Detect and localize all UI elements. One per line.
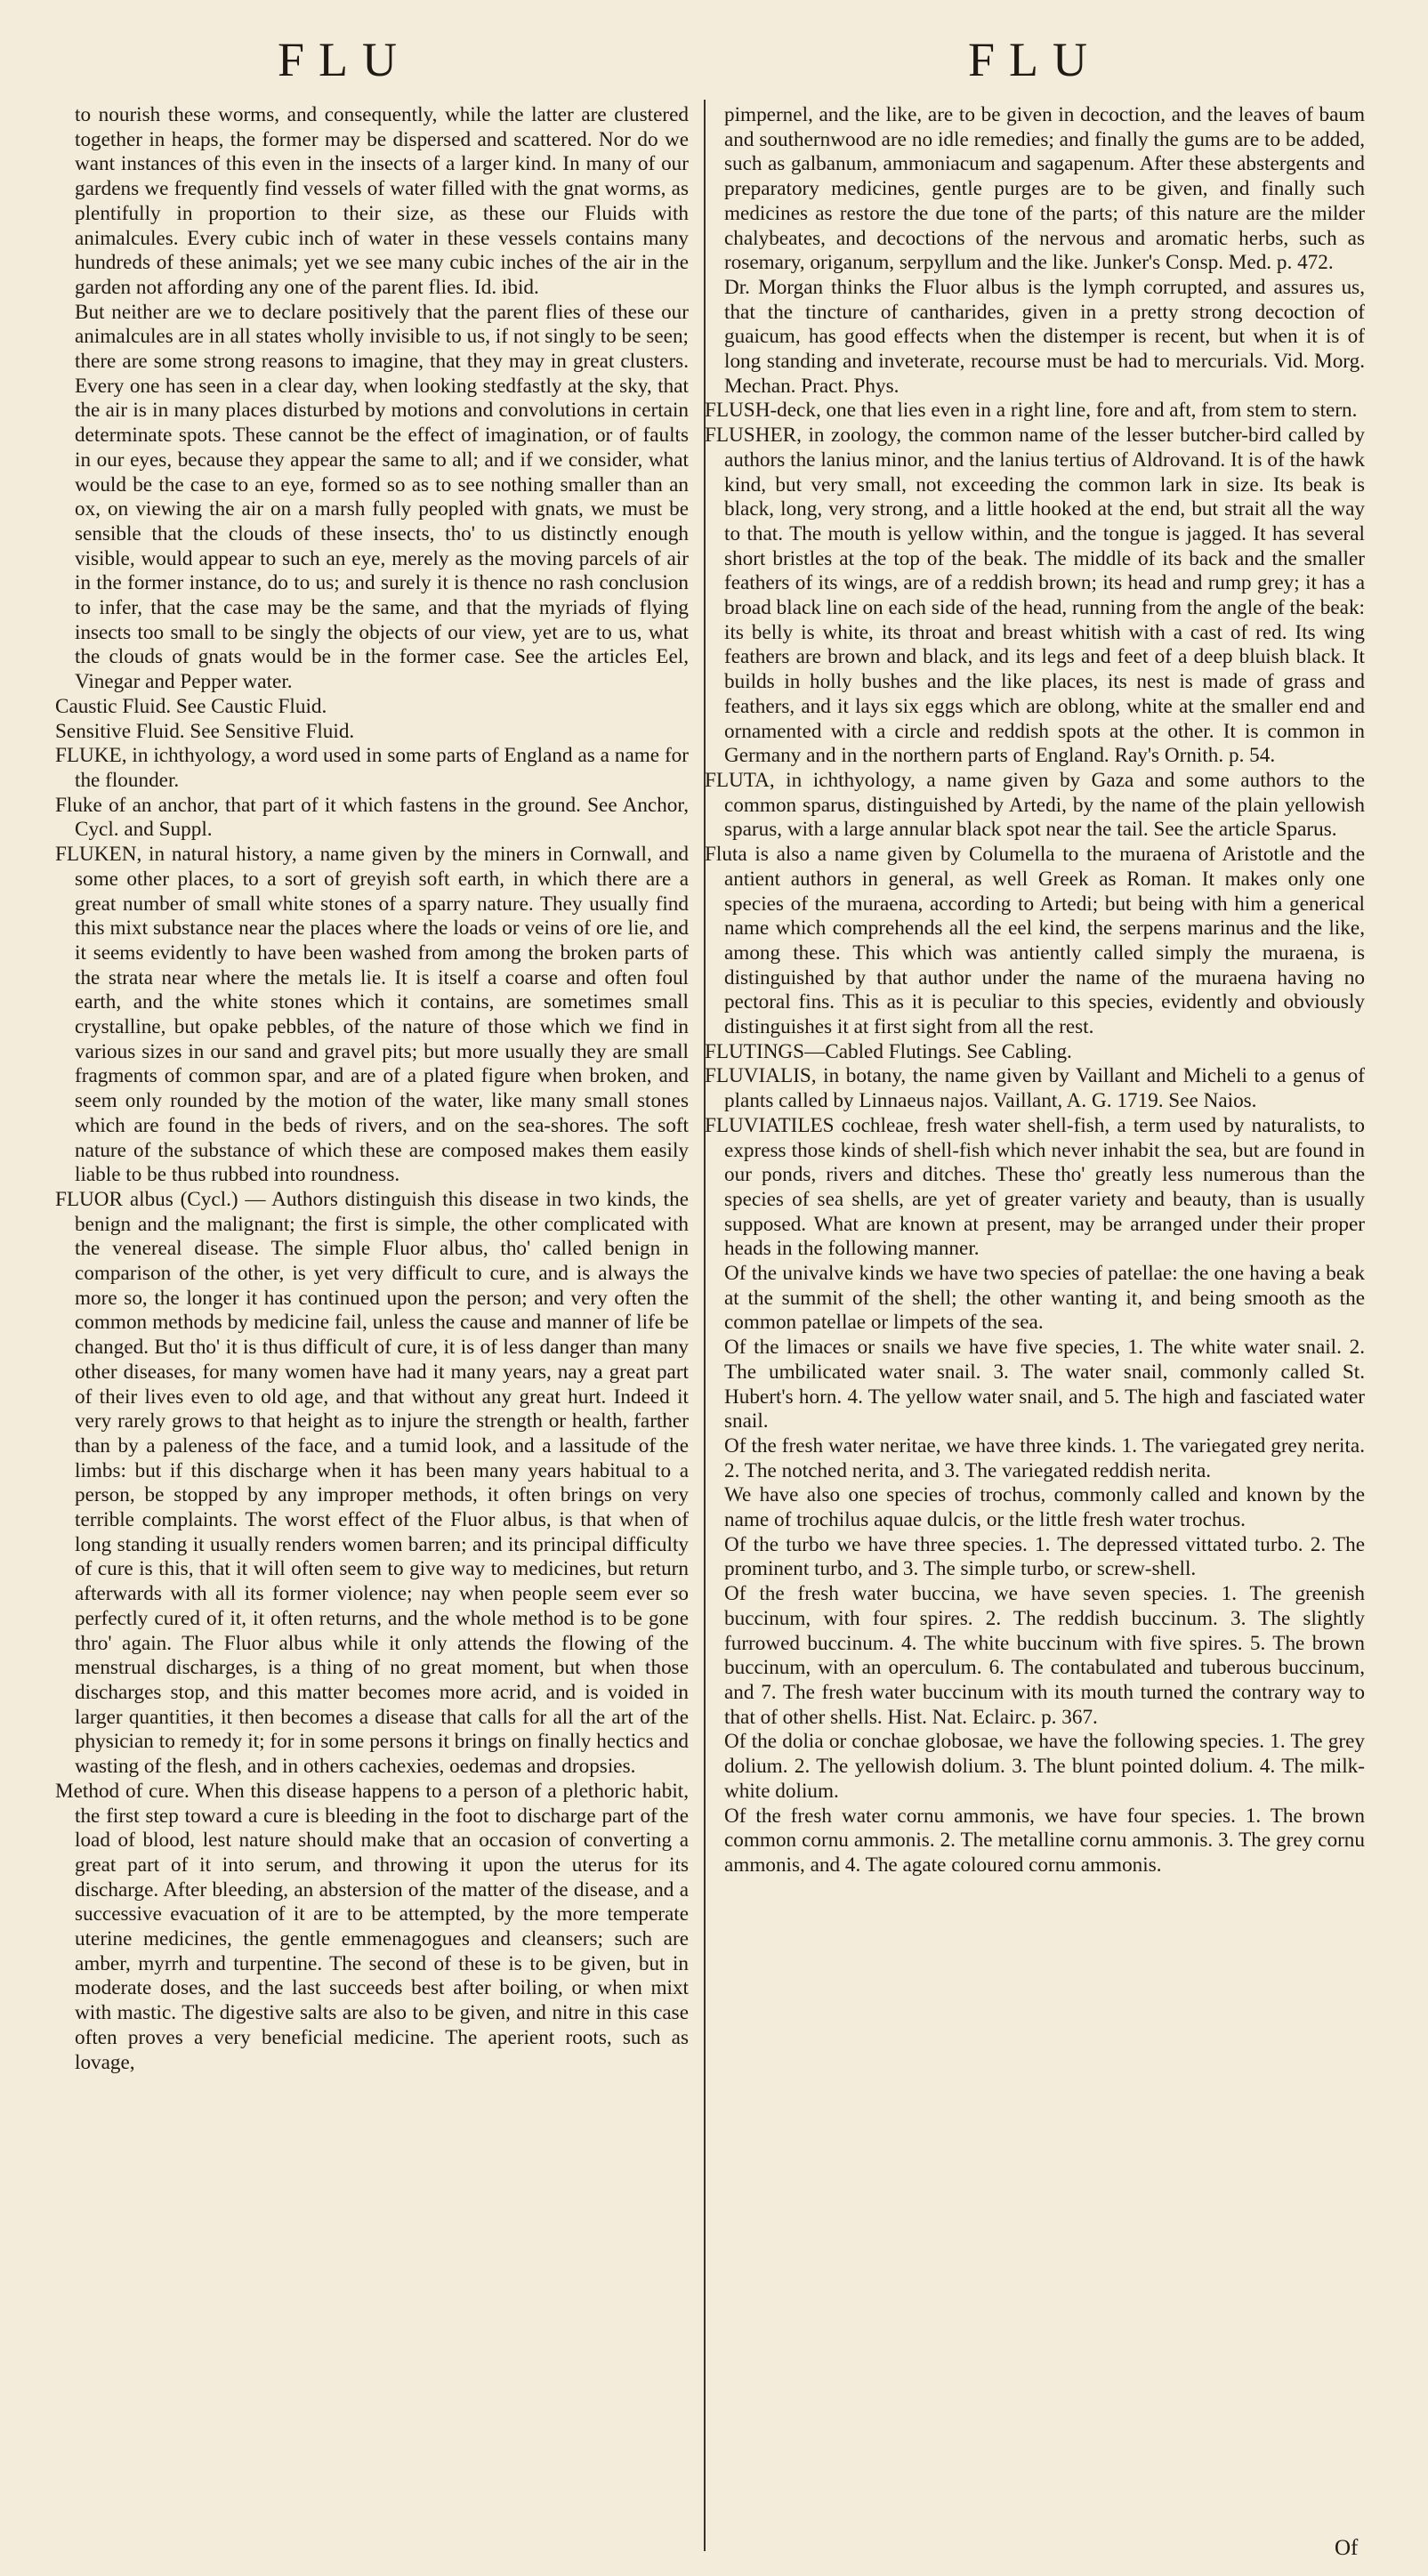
paragraph-dolia: Of the dolia or conchae globosae, we have the following species. 1. The grey dolium. 2. The yellowish dolium. 3. The blunt pointed dolium. 4. The milk-white dolium. (724, 1730, 1365, 1803)
paragraph-continued: to nourish these worms, and consequently, while the latter are clustered together in heaps, the former may be dispersed and scattered. Nor do we want instances of this even in the insects of a larger kind. In many of our gardens we frequently find vessels of water filled with the gnat worms, as plentifully in proportion to their size, as these our Fluids with animalcules. Every cubic inch of water in these vessels contains many hundreds of these animals; yet we see many cubic inches of the air in the garden not affording any one of the parent flies. Id. ibid. (75, 103, 689, 299)
entry-fluke: FLUKE, in ichthyology, a word used in some parts of England as a name for the flounder. (55, 744, 689, 792)
catchword: Of (1335, 2536, 1359, 2560)
header-left: FLU (278, 33, 412, 86)
left-column (55, 103, 689, 2075)
running-header (0, 32, 1428, 94)
entry-fluvialis: FLUVIALIS, in botany, the name given by Vaillant and Micheli to a genus of plants called by Linnaeus najos. Vaillant, A. G. 1719. See Naios. (705, 1064, 1365, 1113)
entry-caustic-fluid: Caustic Fluid. See Caustic Fluid. (55, 694, 327, 718)
entry-fluta-columella: Fluta is also a name given by Columella to the muraena of Aristotle and the antient authors in general, as well Greek as Roman. It makes only one species of the muraena, according to Artedi; but being with him a generical name which comprehends all the eel kind, the serpens marinus and the like, among these. This which was antiently called simply the muraena, is distinguished by that author under the name of the muraena having no pectoral fins. This as it is peculiar to this species, evidently and obviously distinguishes it at first sight from all the rest. (705, 843, 1365, 1039)
entry-flusher: FLUSHER, in zoology, the common name of the lesser butcher-bird called by authors the lanius minor, and the lanius tertius of Aldrovand. It is of the hawk kind, but very small, not exceeding the common lark in size. Its beak is black, long, very strong, and a little hooked at the end, but strait all the way to that. The mouth is yellow within, and the tongue is jagged. It has several short bristles at the top of the beak. The middle of its back and the smaller feathers of its wings, are of a reddish brown; its head and rump grey; it has a broad black line on each side of the head, running from the angle of the beak: its belly is white, its throat and breast whitish with a cast of red. Its wing feathers are brown and black, and its legs and feet of a deep bluish black. It builds in holly bushes and the like places, its nest is made of grass and feathers, and it lays six eggs which are oblong, white at the smaller end and ornamented with a circle and reddish spots at the other. It is common in Germany and in the northern parts of England. Ray's Ornith. p. 54. (705, 424, 1365, 768)
entry-fluken: FLUKEN, in natural history, a name given by the miners in Cornwall, and some other places, to a sort of greyish soft earth, in which there are a great number of small white stones of a sparry nature. They usually find this mixt substance near the places where the loads or veins of ore lie, and it seems evidently to have been washed from among the broken parts of the strata near where the metals lie. It is itself a coarse and often foul earth, and the white stones which it contains, are sometimes small crystalline, but opake pebbles, of the nature of those which we find in various sizes in our sand and gravel pits; but more usually they are small fragments of common spar, and are of a plated figure when broken, and seem only rounded by the motion of the water, like many small stones which are found in the beds of rivers, and on the sea-shores. The soft nature of the substance of which these are composed makes them easily liable to be thus rubbed into roundness. (55, 843, 689, 1187)
entry-fluviatiles: FLUVIATILES cochleae, fresh water shell-fish, a term used by naturalists, to express those kinds of shell-fish which never inhabit the sea, but are found in our ponds, rivers and ditches. These tho' greatly less numerous than the species of sea shells, are yet of greater variety and beauty, than is usually supposed. What are known at present, may be arranged under their proper heads in the following manner. (705, 1113, 1365, 1261)
paragraph-continued: pimpernel, and the like, are to be given in decoction, and the leaves of baum and southernwood are no idle remedies; and finally the gums are to be added, such as galbanum, ammoniacum and sagapenum. After these abstergents and preparatory medicines, gentle purges are to be given, and finally such medicines as restore the due tone of the parts; of this nature are the milder chalybeates, and decoctions of the nervous and aromatic herbs, such as rosemary, origanum, serpyllum and the like. Junker's Consp. Med. p. 472. (724, 103, 1365, 275)
entry-sensitive-fluid: Sensitive Fluid. See Sensitive Fluid. (55, 719, 355, 743)
paragraph: But neither are we to declare positively that the parent flies of these our animalcules are in all states wholly invisible to us, if not singly to be seen; there are some strong reasons to imagine, that they may in great clusters. Every one has seen in a clear day, when looking stedfastly at the sky, that the air is in many places disturbed by motions and convolutions in certain determinate spots. These cannot be the effect of imagination, or of faults in our eyes, because they appear the same to all; and if we consider, what would be the case to an eye, formed so as to see nothing smaller than an ox, on viewing the air on a marsh fully peopled with gnats, we must be sensible that the clouds of these insects, tho' to us distinctly enough visible, would appear to such an eye, merely as the moving parcels of air in the former instance, do to us; and surely it is thence no rash conclusion to infer, that the case may be the same, and that the myriads of flying insects too small to be singly the objects of our view, yet are to us, what the clouds of gnats would be in the former case. See the articles Eel, Vinegar and Pepper water. (75, 300, 689, 694)
method-of-cure: Method of cure. When this disease happens to a person of a plethoric habit, the first step toward a cure is bleeding in the foot to discharge part of the load of blood, lest nature should make that an occasion of converting a great part of it into serum, and throwing it upon the uterus for its discharge. After bleeding, an abstersion of the matter of the disease, and a successive evacuation of it are to be attempted, by the more temperate uterine medicines, the gentle emmenagogues and cleansers; such are amber, myrrh and turpentine. The second of these is to be given, but in moderate doses, and the last succeeds best after boiling, or when mixt with mastic. The digestive salts are also to be given, and nitre in this case often proves a very beneficial medicine. The aperient roots, such as lovage, (55, 1779, 689, 2074)
entry-flush-deck: FLUSH-deck, one that lies even in a right line, fore and aft, from stem to stern. (705, 399, 1358, 423)
paragraph-univalve: Of the univalve kinds we have two species of patellae: the one having a beak at the summit of the shell; the other wanting it, and being smooth as the common patellae or limpets of the sea. (724, 1262, 1365, 1335)
paragraph-cornu-ammonis: Of the fresh water cornu ammonis, we have four species. 1. The brown common cornu ammonis. 2. The metalline cornu ammonis. 3. The grey cornu ammonis, and 4. The agate coloured cornu ammonis. (724, 1804, 1365, 1877)
entry-fluke-anchor: Fluke of an anchor, that part of it which fastens in the ground. See Anchor, Cycl. and Suppl. (55, 793, 689, 842)
entry-flutings: FLUTINGS—Cabled Flutings. See Cabling. (705, 1039, 1072, 1063)
paragraph-buccina: Of the fresh water buccina, we have seven species. 1. The greenish buccinum, with four spires. 2. The reddish buccinum. 3. The slightly furrowed buccinum. 4. The white buccinum with five spires. 5. The brown buccinum, with an operculum. 6. The contabulated and tuberous buccinum, and 7. The fresh water buccinum with its mouth turned the contrary way to that of other shells. Hist. Nat. Eclairc. p. 367. (724, 1582, 1365, 1729)
paragraph-turbo: Of the turbo we have three species. 1. The depressed vittated turbo. 2. The prominent turbo, and 3. The simple turbo, or screw-shell. (724, 1532, 1365, 1581)
entry-fluta: FLUTA, in ichthyology, a name given by Gaza and some authors to the common sparus, distinguished by Artedi, by the name of the plain yellowish sparus, with a large annular black spot near the tail. See the article Sparus. (705, 768, 1365, 842)
paragraph-limaces: Of the limaces or snails we have five species, 1. The white water snail. 2. The umbilicated water snail. 3. The water snail, commonly called St. Hubert's horn. 4. The yellow water snail, and 5. The high and fasciated water snail. (724, 1336, 1365, 1433)
paragraph-morgan: Dr. Morgan thinks the Fluor albus is the lymph corrupted, and assures us, that the tincture of cantharides, given in a pretty strong decoction of guaicum, has good effects when the distemper is recent, but when it is of long standing and inveterate, recourse must be had to mercurials. Vid. Morg. Mechan. Pract. Phys. (724, 275, 1365, 398)
paragraph-neritae: Of the fresh water neritae, we have three kinds. 1. The variegated grey nerita. 2. The notched nerita, and 3. The variegated reddish nerita. (724, 1433, 1365, 1482)
entry-fluor-albus: FLUOR albus (Cycl.) — Authors distinguish this disease in two kinds, the benign and the malignant; the first is simple, the other complicated with the venereal disease. The simple Fluor albus, tho' called benign in comparison of the other, is yet very difficult to cure, and is always the more so, the longer it has continued upon the person; and very often the common methods by medicine fail, unless the cause and manner of life be changed. But tho' it is thus difficult of cure, it is of less danger than many other diseases, for many women have had it many years, nay a great part of their lives even to old age, and that without any great hurt. Indeed it very rarely grows to that height as to injure the strength or health, farther than by a paleness of the face, and a tumid look, and a lassitude of the limbs: but if this discharge when it has been many years habitual to a person, be stopped by any improper methods, it often brings on very terrible complaints. The worst effect of the Fluor albus, is that when of long standing it usually renders women barren; and its principal difficulty of cure is this, that it will often seem to give way to medicines, but return afterwards with all its former violence; nay when people seem ever so perfectly cured of it, it often returns, and the whole method is to be gone thro' again. The Fluor albus while it only attends the flowing of the menstrual discharges, is a thing of no great moment, but when those discharges stop, and this matter becomes more acrid, and is voided in larger quantities, it then becomes a disease that calls for all the art of the physician to remedy it; for in some persons it brings on finally hectics and wasting of the flesh, and in others cachexies, oedemas and dropsies. (55, 1187, 689, 1779)
paragraph-trochus: We have also one species of trochus, commonly called and known by the name of trochilus aquae dulcis, or the little fresh water trochus. (724, 1483, 1365, 1532)
header-right: FLU (968, 33, 1102, 86)
right-column (705, 103, 1365, 1878)
